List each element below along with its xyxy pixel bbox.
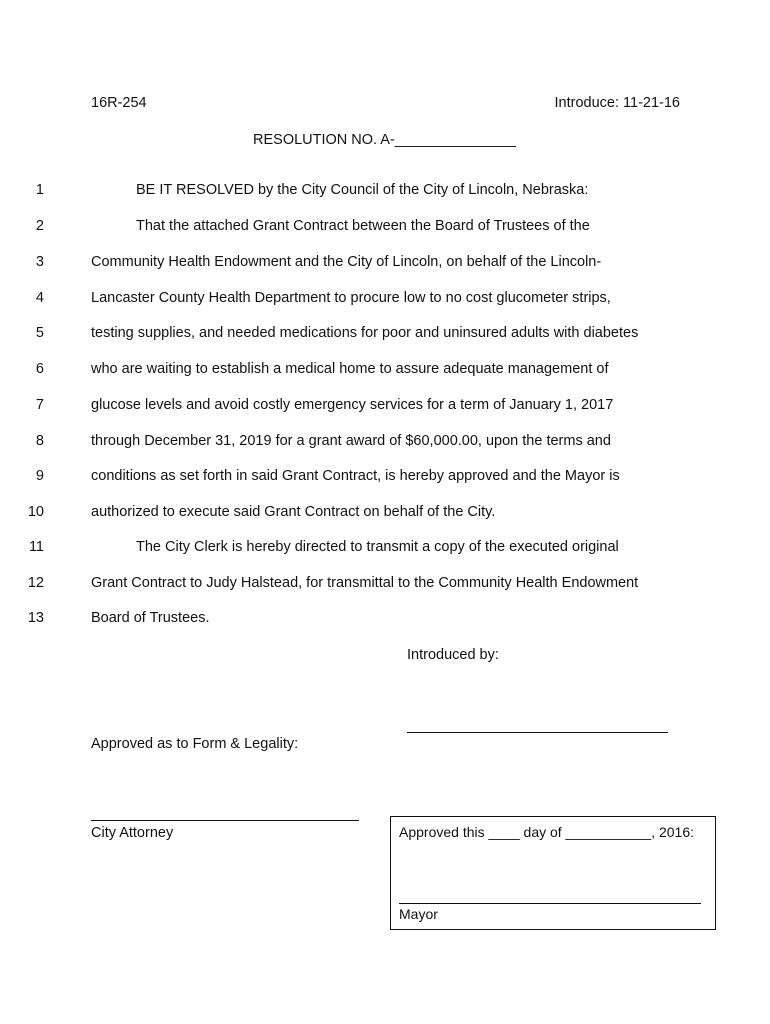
resolution-title: RESOLUTION NO. A-_______________ xyxy=(253,132,516,148)
line-number: 2 xyxy=(35,218,44,234)
line-text: who are waiting to establish a medical home to assure adequate management of xyxy=(91,361,609,377)
mayor-signature-line xyxy=(399,903,701,904)
line-text: Lancaster County Health Department to procure low to no cost glucometer strips, xyxy=(91,290,611,306)
line-number: 10 xyxy=(27,504,44,520)
approved-this-label: Approved this ____ day of ___________, 2016: xyxy=(399,824,695,840)
mayor-label: Mayor xyxy=(399,906,438,922)
attorney-signature-line xyxy=(91,820,359,821)
line-text: That the attached Grant Contract between the Board of Trustees of the xyxy=(136,218,590,234)
mayor-approval-box xyxy=(390,816,716,930)
line-number: 13 xyxy=(27,610,44,626)
line-number: 1 xyxy=(35,182,44,198)
line-text: conditions as set forth in said Grant Contract, is hereby approved and the Mayor is xyxy=(91,468,620,484)
line-number: 7 xyxy=(35,397,44,413)
line-number: 5 xyxy=(35,325,44,341)
line-text: Community Health Endowment and the City of Lincoln, on behalf of the Lincoln- xyxy=(91,254,602,270)
introducer-signature-line xyxy=(407,732,668,733)
line-number: 12 xyxy=(27,575,44,591)
document-number: 16R-254 xyxy=(91,95,147,111)
line-text: through December 31, 2019 for a grant award of $60,000.00, upon the terms and xyxy=(91,433,611,449)
introduce-date: Introduce: 11-21-16 xyxy=(554,95,680,111)
line-text: authorized to execute said Grant Contract on behalf of the City. xyxy=(91,504,496,520)
line-number: 4 xyxy=(35,290,44,306)
line-number: 8 xyxy=(35,433,44,449)
line-number: 11 xyxy=(28,539,44,555)
introduced-by-label: Introduced by: xyxy=(407,647,499,663)
line-text: The City Clerk is hereby directed to transmit a copy of the executed original xyxy=(136,539,619,555)
line-text: glucose levels and avoid costly emergency services for a term of January 1, 2017 xyxy=(91,397,614,413)
line-number: 9 xyxy=(35,468,44,484)
approved-form-label: Approved as to Form & Legality: xyxy=(91,736,299,752)
line-number: 6 xyxy=(35,361,44,377)
line-text: Grant Contract to Judy Halstead, for transmittal to the Community Health Endowment xyxy=(91,575,639,591)
line-text: testing supplies, and needed medications for poor and uninsured adults with diabetes xyxy=(91,325,639,341)
city-attorney-label: City Attorney xyxy=(91,825,174,841)
line-text: BE IT RESOLVED by the City Council of the City of Lincoln, Nebraska: xyxy=(136,182,589,198)
line-text: Board of Trustees. xyxy=(91,610,210,626)
line-number: 3 xyxy=(35,254,44,270)
